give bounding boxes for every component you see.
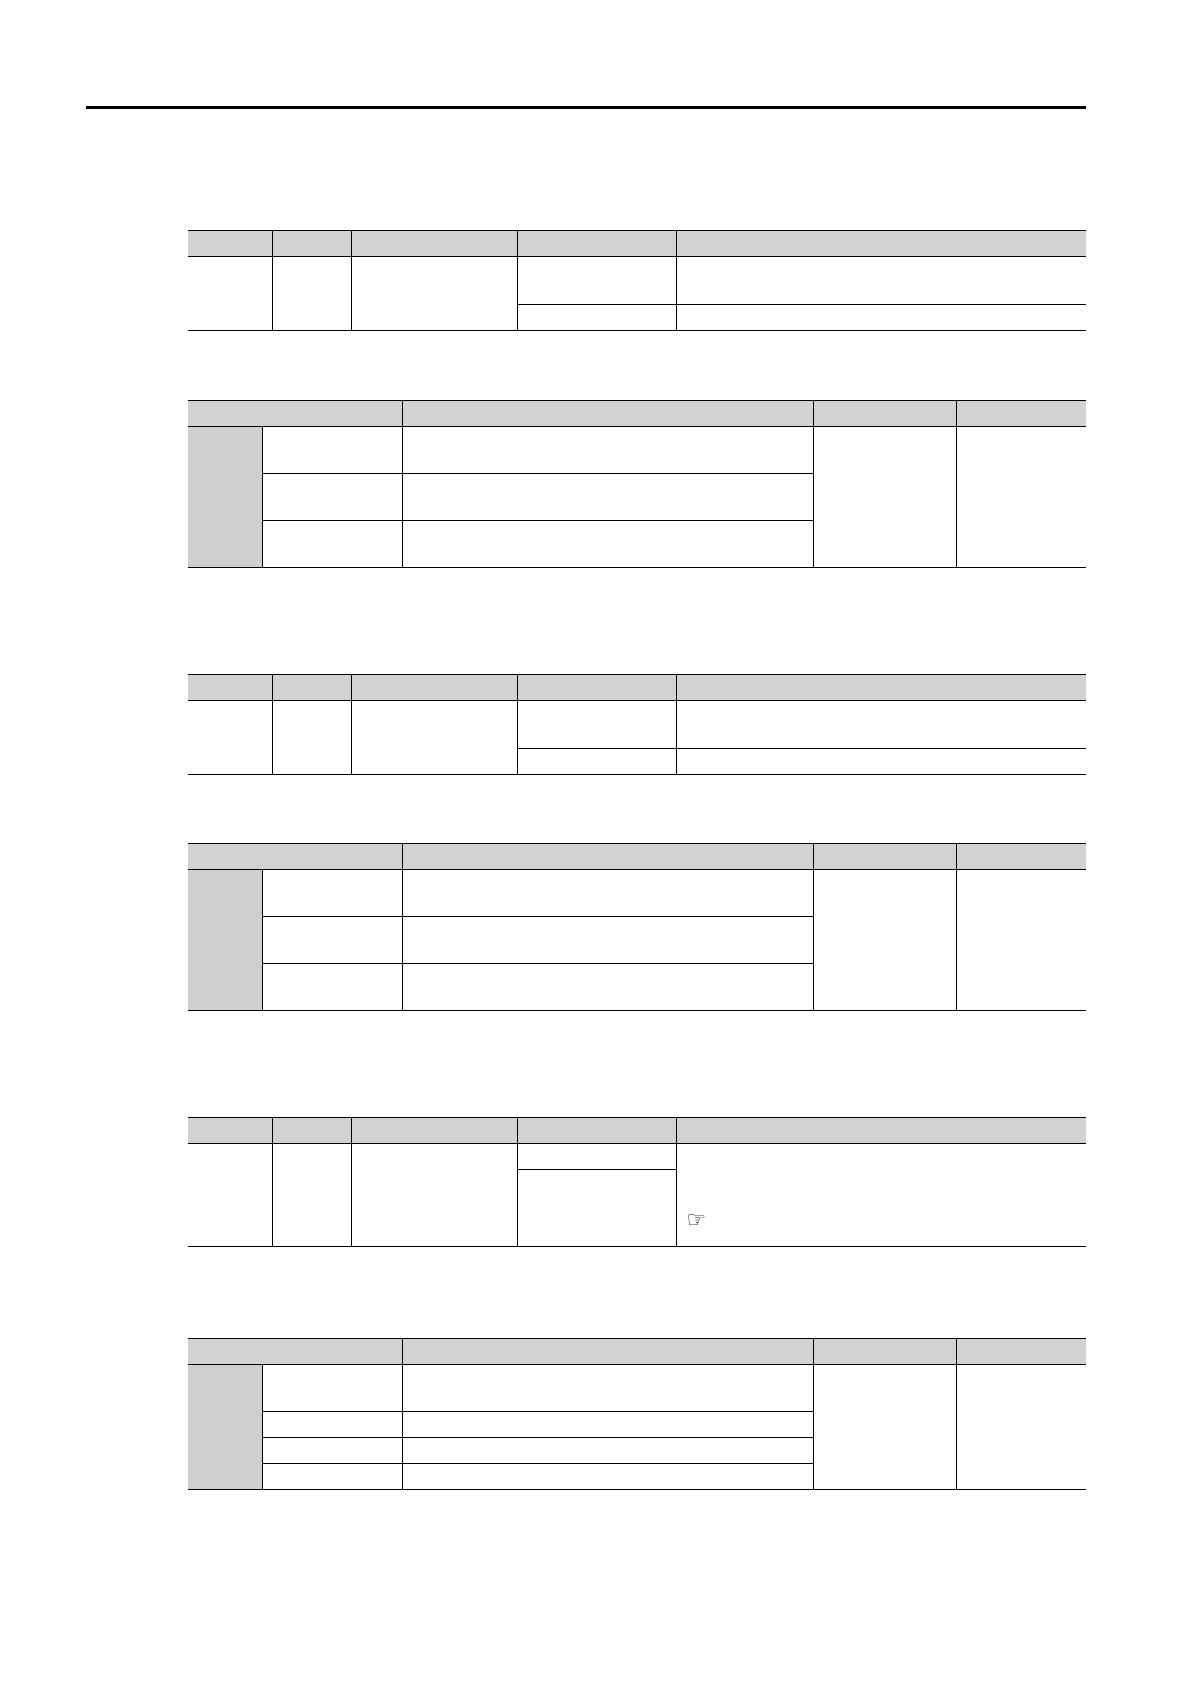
table-cell [402, 1438, 813, 1464]
table-cell [188, 1144, 272, 1247]
table-cell [188, 870, 262, 1011]
header-cell [956, 1339, 1086, 1365]
table-cell [402, 1464, 813, 1490]
table-row [188, 427, 1086, 474]
setting-table-1 [188, 400, 1086, 568]
header-cell [351, 1118, 517, 1144]
table-cell [517, 1144, 676, 1170]
header-rule [86, 106, 1086, 109]
table-cell [813, 870, 956, 1011]
table-cell [956, 427, 1086, 568]
table-cell [517, 257, 676, 305]
table-cell [262, 917, 402, 964]
table-cell [262, 1438, 402, 1464]
table-cell [262, 870, 402, 917]
parameter-table-3 [188, 1117, 1086, 1247]
parameter-table-1 [188, 230, 1086, 331]
header-cell [517, 231, 676, 257]
table-cell [188, 701, 272, 775]
header-cell [517, 1118, 676, 1144]
table-cell [402, 427, 813, 474]
table-header-row [188, 675, 1086, 701]
hand-pointing-icon: ☞ [686, 1208, 707, 1233]
table-row [188, 870, 1086, 917]
table-cell [517, 749, 676, 775]
header-cell [956, 401, 1086, 427]
table-cell [188, 1365, 262, 1490]
table-cell [956, 1365, 1086, 1490]
table-cell [262, 427, 402, 474]
table-cell [272, 257, 351, 331]
table-header-row [188, 1339, 1086, 1365]
header-cell [188, 1339, 402, 1365]
table-cell [351, 1144, 517, 1247]
header-cell [188, 231, 272, 257]
table-row [188, 1365, 1086, 1412]
table-header-row [188, 844, 1086, 870]
table-cell [351, 701, 517, 775]
header-cell [956, 844, 1086, 870]
table-cell [956, 870, 1086, 1011]
table-cell [402, 964, 813, 1011]
table-cell [262, 1412, 402, 1438]
table-cell [262, 1365, 402, 1412]
table-cell [402, 1412, 813, 1438]
header-cell [188, 1118, 272, 1144]
table-cell [517, 1170, 676, 1247]
table-cell [262, 964, 402, 1011]
header-cell [517, 675, 676, 701]
header-cell [188, 401, 402, 427]
setting-table-3 [188, 1338, 1086, 1490]
table-cell [676, 305, 1086, 331]
table-cell [188, 427, 262, 568]
table-cell [402, 521, 813, 568]
table-cell [262, 521, 402, 568]
table-cell [676, 701, 1086, 749]
table-cell [517, 701, 676, 749]
header-cell [351, 231, 517, 257]
header-cell [676, 675, 1086, 701]
setting-table-2 [188, 843, 1086, 1011]
table-row [188, 257, 1086, 305]
table-cell [402, 474, 813, 521]
parameter-table-2 [188, 674, 1086, 775]
table-cell [813, 427, 956, 568]
header-cell [188, 675, 272, 701]
table-cell [676, 749, 1086, 775]
table-cell [813, 1365, 956, 1490]
header-cell [188, 844, 402, 870]
table-cell [402, 1365, 813, 1412]
header-cell [272, 231, 351, 257]
table-cell [272, 701, 351, 775]
table-cell [188, 257, 272, 331]
table-header-row [188, 231, 1086, 257]
header-cell [813, 1339, 956, 1365]
header-cell [676, 1118, 1086, 1144]
table-cell [272, 1144, 351, 1247]
table-cell [676, 257, 1086, 305]
header-cell [272, 675, 351, 701]
table-row [188, 1144, 1086, 1170]
header-cell [402, 1339, 813, 1365]
table-cell [351, 257, 517, 331]
table-cell [262, 474, 402, 521]
header-cell [813, 844, 956, 870]
header-cell [676, 231, 1086, 257]
header-cell [813, 401, 956, 427]
header-cell [402, 401, 813, 427]
header-cell [272, 1118, 351, 1144]
header-cell [351, 675, 517, 701]
table-cell [517, 305, 676, 331]
table-cell [402, 870, 813, 917]
header-cell [402, 844, 813, 870]
table-header-row [188, 401, 1086, 427]
table-cell [262, 1464, 402, 1490]
table-row [188, 701, 1086, 749]
table-cell [402, 917, 813, 964]
table-cell [676, 1144, 1086, 1247]
table-header-row [188, 1118, 1086, 1144]
